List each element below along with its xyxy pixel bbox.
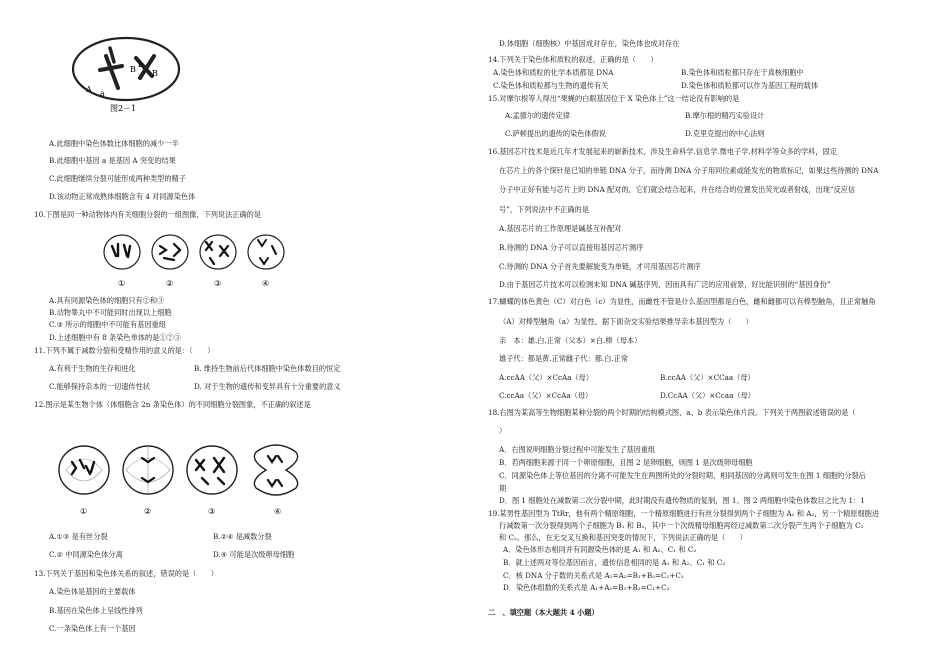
q18-option-d: D．图 1 细胞处在减数第二次分裂中期，此时期没有遗传物质的复制，图 1、图 2 两细胞中染色体数目之比为 1：1 (499, 496, 865, 505)
q16-option-c: C.待测的 DNA 分子首先要解旋变为单链，才可用基因芯片测序 (499, 262, 701, 271)
q12-cell-3 (187, 446, 237, 494)
q11-option-d: D. 对于生物的遗传和变异具有十分重要的意义 (194, 382, 341, 391)
q10-cell-4 (248, 235, 284, 269)
q15-option-c: C.萨顿提出的遗传的染色体假说 (505, 129, 606, 138)
q16-option-d: D.由于基因芯片技术可以检测未知 DNA 碱基序列，因而具有广泛的应用前景，好比能识别的“基因身份” (499, 280, 831, 289)
q18-stem-close: ） (499, 426, 507, 435)
q17-line-4: 雄子代：都是黄.正常雌子代：都.白.正常 (499, 354, 629, 363)
q13-stem: 13.下列关于基因和染色体关系的叙述，错误的是（ ） (34, 569, 218, 578)
q12-label-1: ① (80, 507, 88, 516)
q19-option-c: C．核 DNA 分子数的关系式是 A₁=A₂=B₁+B₂=C₁+C₂ (503, 571, 684, 580)
q12-figure (56, 438, 306, 516)
q18-option-b: B．若两细胞来源于同一个卵原细胞，且图 2 是卵细胞，则图 1 是次级卵母细胞 (499, 458, 753, 467)
q15-option-b: B.摩尔根的精巧实验设计 (685, 111, 765, 120)
q13-option-b: B.基因在染色体上呈线性排列 (49, 606, 143, 615)
q13-option-d: D.体细胞（细胞核）中基因成对存在，染色体也成对存在 (499, 39, 680, 48)
q15-option-a: A.孟德尔的遗传定律 (505, 111, 570, 120)
q19-option-b: B．就上述两对等位基因而言，遗传信息相同的是 A₁ 和 A₂、C₁ 和 C₂ (503, 558, 726, 567)
q12-label-3: ③ (208, 507, 216, 516)
q12-cell-4 (254, 445, 297, 495)
q16-line-1: 16.基因芯片技术是近几年才发展起来的崭新技术，涉及生命科学.信息学.微电子学.材料学等众多的学科，固定 (488, 147, 837, 156)
q10-stem: 10.下图是同一种动物体内有关细胞分裂的一组图像，下列说法正确的是 (34, 210, 262, 219)
q18-stem: 18.右图为某高等生物细胞某种分裂的两个时期的结构模式图，a、b 表示染色体片段。下列关于两图叙述错误的是（ (488, 408, 856, 417)
q14-stem: 14.下列关于染色体和质粒的叙述，正确的是（ ） (488, 55, 658, 64)
q17-line-2: （A）对棒型触角（a）为显性，据下面杂交实验结果推导亲本基因型为（ ） (499, 317, 753, 326)
q14-option-d: D.染色体和质粒都可以作为基因工程的载体 (681, 81, 819, 90)
q14-option-b: B.染色体和质粒都只存在于真核细胞中 (681, 68, 804, 77)
fig21-label-B: B (130, 65, 136, 74)
q16-option-b: B.待测的 DNA 分子可以直接用基因芯片测序 (499, 243, 644, 252)
q11-stem: 11.下列不属于减数分裂和受精作用的意义的是：（ ） (34, 346, 215, 355)
q9-option-c: C.此细胞继续分裂可能形成两种类型的精子 (49, 174, 186, 183)
q13-option-a: A.染色体是基因的主要载体 (49, 587, 136, 596)
figure-2-1-drawing (70, 36, 182, 114)
q12-cell-1 (59, 446, 109, 494)
fig21-label-b: b (138, 60, 144, 69)
q11-option-a: A.有利于生物的生存和进化 (49, 364, 136, 373)
fig21-label-B2: B (152, 69, 158, 78)
q12-label-4: ④ (274, 507, 282, 516)
q12-option-b: B.②④ 是减数分裂 (213, 532, 272, 541)
q15-option-d: D.克里克提出的中心法则 (685, 129, 765, 138)
fig21-caption: 图2－1 (110, 104, 137, 113)
q9-option-a: A.此细胞中染色体数比体细胞的减少一半 (49, 139, 179, 148)
q9-option-b: B.此细胞中基因 a 是基因 A 突变的结果 (49, 156, 176, 165)
q12-stem: 12.图示是某生物个体（体细胞含 2n 条染色体）的不同细胞分裂图象，不正确的叙述是 (34, 400, 311, 409)
q10-figure-drawing (100, 226, 290, 290)
q12-cell-2 (123, 446, 173, 494)
fig21-label-A: A (86, 85, 92, 94)
q10-option-a: A.具有同源染色体的细胞只有②和③ (49, 296, 165, 305)
q10-cell-1 (104, 235, 140, 269)
q18-option-a: A．右图说明细胞分裂过程中可能发生了基因重组 (499, 445, 656, 454)
q17-line-3: 亲 本：雄.白.正常（父本）×白.棒（母本） (499, 336, 642, 345)
q10-label-1: ① (118, 279, 126, 288)
q14-option-a: A.染色体和质粒的化学本质都是 DNA (493, 68, 614, 77)
q16-line-4: 号”，下列说法中不正确的是 (499, 205, 589, 214)
q16-line-3: 分子中正好有能与芯片上的 DNA 配对的，它们就会结合起来，并在结合的位置发出荧光或者射线，出现“反应信 (499, 185, 856, 194)
q12-label-2: ② (144, 507, 152, 516)
q10-option-d: D.上述细胞中有 8 条染色单体的是①②③ (49, 333, 181, 342)
q10-label-4: ④ (262, 279, 270, 288)
q10-label-3: ③ (214, 279, 222, 288)
q14-option-c: C.染色体和质粒都与生物的遗传有关 (493, 81, 609, 90)
q16-option-a: A.基因芯片的工作原理是碱基互补配对 (499, 224, 622, 233)
q15-stem: 15.对摩尔根等人得出“果蝇的白眼基因位于 X 染色体上”这一结论没有影响的是 (488, 94, 740, 103)
q12-option-a: A.①③ 是有丝分裂 (49, 532, 108, 541)
q10-label-2: ② (166, 279, 174, 288)
q11-option-b: B. 维持生物前后代体细胞中染色体数目的恒定 (194, 364, 341, 373)
q19-line-2: 行减数第一次分裂得到两个子细胞为 B₁ 和 B₂，其中一个次级精母细胞再经过减数第二次分裂产生两个子细胞为 C₁ (499, 521, 864, 530)
q10-option-b: B.动物睾丸中不可能同时出现以上细胞 (49, 308, 172, 317)
q19-line-3: 和 C₂。那么，在无交叉互换和基因突变的情况下，下列说法正确的是（ ） (499, 533, 747, 542)
q16-line-2: 在芯片上的各个探针是已知的单链 DNA 分子，而待测 DNA 分子用同位素或能发光的物质标记，如果这些待测的 DNA (499, 166, 879, 175)
q9-option-d: D.该动物正常成熟体细胞含有 4 对同源染色体 (49, 192, 196, 201)
section-2-heading: 二 、填空题（本大题共 4 小题） (488, 608, 599, 617)
q10-cell-2 (152, 235, 188, 269)
q17-option-a: A.ccAA（父）×CcAa（母） (499, 373, 594, 382)
q12-figure-drawing (56, 438, 306, 516)
q17-option-b: B.ccAA（父）×CCaa（母） (660, 373, 755, 382)
q12-option-d: D.④ 可能是次级卵母细胞 (213, 550, 295, 559)
q17-option-c: C.ccAa（父）×CcAa（母） (499, 391, 593, 400)
q19-line-1: 19.某男性基因型为 TtRr，他有两个精原细胞，一个精原细胞进行有丝分裂得到两个子细胞为 A₁ 和 A₂，另一个精原细胞进 (488, 509, 880, 518)
fig21-label-a: a (100, 89, 105, 98)
q12-option-c: C.② 中同源染色体分离 (49, 550, 123, 559)
q13-option-c: C.一条染色体上有一个基因 (49, 624, 136, 633)
q19-option-d: D．染色体组数的关系式是 A₁+A₂=B₁+B₂=C₁+C₂ (503, 583, 670, 592)
q18-option-c-line-2: 期 (499, 484, 507, 493)
q19-option-a: A．染色体形态相同并有同源染色体的是 A₁ 和 A₂、C₁ 和 C₂ (503, 545, 697, 554)
figure-2-1 (70, 36, 182, 114)
q11-option-c: C.能够保持亲本的一切遗传性状 (49, 382, 150, 391)
q10-figure (100, 226, 290, 290)
q10-cell-3 (200, 235, 236, 269)
q17-line-1: 17.蝴蝶的体色黄色（C）对白色（c）为显性，而雌性不管是什么基因型都是白色，雌和雌都可以有棒型触角，且正常触角 (488, 297, 876, 306)
q18-option-c-line-1: C．同源染色体上等位基因的分离不可能发生在两图所处的分裂时期，相同基因的分离则可发生在图 1 细胞的分裂后 (499, 471, 866, 480)
q17-option-d: D.CcAA（父）×Ccaa（母） (660, 391, 755, 400)
q10-option-c: C.③ 所示的细胞中不可能有基因重组 (49, 320, 166, 329)
